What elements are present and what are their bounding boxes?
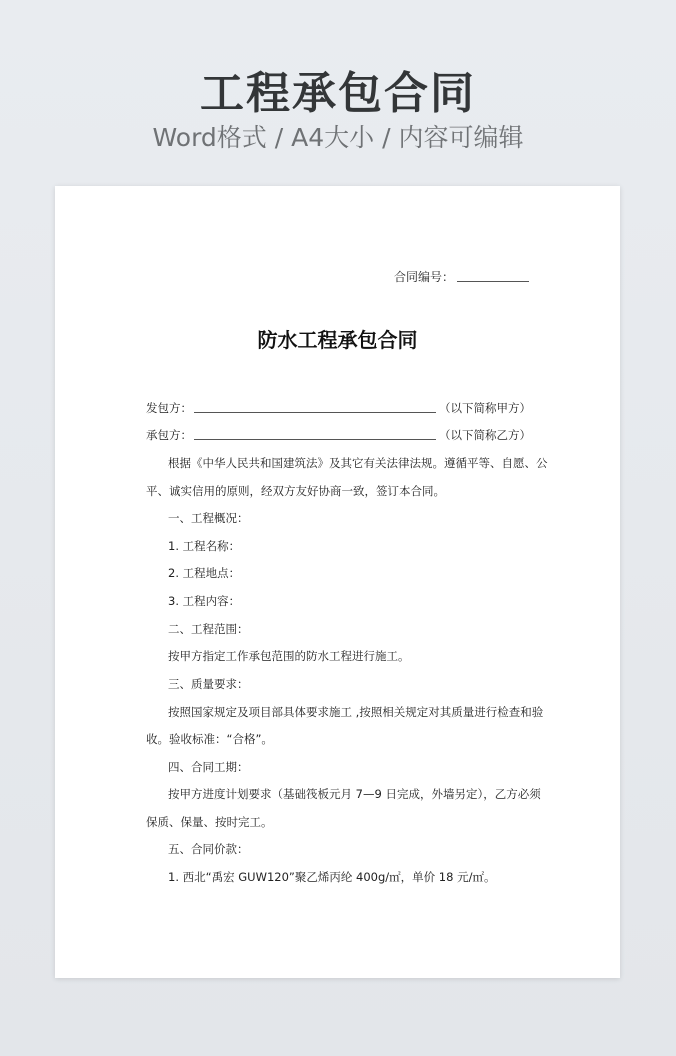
paragraph-line: 保质、保量、按时完工。 [146, 815, 273, 829]
list-item: 1. 工程名称： [168, 539, 241, 553]
section-heading: 五、合同价款： [168, 842, 249, 856]
party-b-label: 承包方： [146, 428, 192, 442]
document-page [55, 186, 620, 978]
paragraph-line: 根据《中华人民共和国建筑法》及其它有关法律法规。遵循平等、自愿、公 [168, 456, 548, 470]
banner-subtitle: Word格式 / A4大小 / 内容可编辑 [152, 123, 524, 152]
paragraph-line: 按甲方进度计划要求（基础筏板元月 7—9 日完成，外墙另定），乙方必须 [168, 787, 541, 801]
paragraph-line: 按照国家规定及项目部具体要求施工 ,按照相关规定对其质量进行检查和验 [168, 705, 544, 719]
contract-number-field [394, 268, 529, 285]
document-title: 防水工程承包合同 [257, 328, 418, 352]
paragraph-line: 按甲方指定工作承包范围的防水工程进行施工。 [168, 649, 410, 663]
party-a-blank [194, 400, 436, 413]
list-item: 1. 西北“禹宏 GUW120”聚乙烯丙纶 400g/㎡，单价 18 元/㎡。 [168, 870, 496, 884]
section-heading: 四、合同工期： [168, 760, 249, 774]
party-b-blank [194, 427, 436, 440]
party-a-label: 发包方： [146, 401, 192, 415]
party-a-note: （以下简称甲方） [439, 401, 531, 415]
section-heading: 一、工程概况： [168, 511, 249, 525]
contract-number-blank [457, 268, 529, 282]
list-item: 3. 工程内容： [168, 594, 241, 608]
list-item: 2. 工程地点： [168, 566, 241, 580]
banner-title: 工程承包合同 [200, 68, 476, 119]
paragraph-line: 平、诚实信用的原则，经双方友好协商一致，签订本合同。 [146, 484, 445, 498]
contract-number-label: 合同编号： [393, 270, 454, 284]
paragraph-line: 收。验收标准：“合格”。 [146, 732, 273, 746]
party-b-note: （以下简称乙方） [439, 428, 531, 442]
party-a-line [146, 400, 531, 416]
section-heading: 二、工程范围： [168, 622, 249, 636]
section-heading: 三、质量要求： [168, 677, 249, 691]
party-b-line [146, 427, 531, 443]
